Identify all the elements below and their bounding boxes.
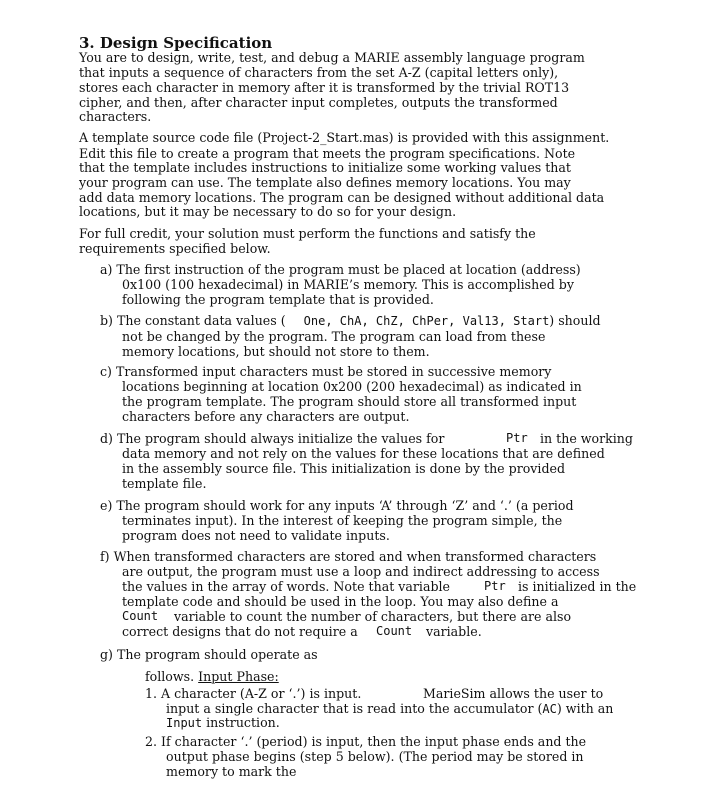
credit-line-1: For full credit, your solution must perform the functions and satisfy the bbox=[79, 226, 536, 241]
req-d-line-4: template file. bbox=[122, 476, 207, 491]
req-a-line-2: 0x100 (100 hexadecimal) in MARIE’s memory. This is accomplished by bbox=[122, 277, 574, 292]
req-f-line-3-post: is initialized in the bbox=[518, 579, 637, 594]
req-d-line-1-post: in the working bbox=[540, 431, 633, 446]
step-1-line-1-pre: 1. A character (A-Z or ‘.’) is input. bbox=[145, 686, 362, 701]
req-b-line-3: memory locations, but should not store to them. bbox=[122, 344, 430, 359]
req-c-line-1: c) Transformed input characters must be stored in successive memory bbox=[100, 364, 552, 379]
req-b-line-2: not be changed by the program. The program can load from these bbox=[122, 329, 546, 344]
req-f-line-2: are output, the program must use a loop and indirect addressing to access bbox=[122, 564, 600, 579]
step-1-ac-code: AC bbox=[542, 702, 557, 716]
req-b-line-1 bbox=[100, 313, 601, 329]
step-1-line-3 bbox=[166, 715, 280, 731]
req-c-line-3: the program template. The program should store all transformed input bbox=[122, 394, 577, 409]
template-line-2: Edit this file to create a program that meets the program specifications. Note bbox=[79, 146, 576, 161]
req-d-line-2: data memory and not rely on the values for these locations that are defined bbox=[122, 446, 605, 461]
req-d-ptr-code: Ptr bbox=[506, 431, 528, 445]
template-line-4: your program can use. The template also defines memory locations. You may bbox=[79, 175, 571, 190]
req-f-line-5-post: variable to count the number of characters, but there are also bbox=[174, 609, 572, 624]
section-title: 3. Design Specification bbox=[79, 34, 273, 52]
req-e-line-3: program does not need to validate inputs. bbox=[122, 528, 390, 543]
req-f-count-code: Count bbox=[122, 609, 159, 623]
step-1-line-3-post: instruction. bbox=[206, 715, 280, 730]
intro-line-5: characters. bbox=[79, 109, 152, 124]
req-b-line-1-post: ) should bbox=[549, 313, 601, 328]
req-f-line-1: f) When transformed characters are stored and when transformed characters bbox=[100, 549, 597, 564]
req-f-line-3-pre: the values in the array of words. Note that variable bbox=[122, 579, 450, 594]
req-g-follows: follows. bbox=[145, 669, 195, 684]
input-phase-heading: Input Phase: bbox=[198, 669, 279, 684]
step-1-line-2-pre: input a single character that is read into the accumulator ( bbox=[166, 701, 543, 716]
req-f-ptr-code: Ptr bbox=[484, 579, 506, 593]
intro-line-4: cipher, and then, after character input completes, outputs the transformed bbox=[79, 95, 558, 110]
intro-line-1: You are to design, write, test, and debug a MARIE assembly language program bbox=[79, 50, 585, 65]
req-d-line-1-pre: d) The program should always initialize the values for bbox=[100, 431, 445, 446]
template-line-5: add data memory locations. The program can be designed without additional data bbox=[79, 190, 605, 205]
credit-line-2: requirements specified below. bbox=[79, 241, 271, 256]
req-c-line-2: locations beginning at location 0x200 (200 hexadecimal) as indicated in bbox=[122, 379, 582, 394]
template-line-6: locations, but it may be necessary to do so for your design. bbox=[79, 204, 457, 219]
template-line-3: that the template includes instructions to initialize some working values that bbox=[79, 160, 571, 175]
req-g-line-1: g) The program should operate as bbox=[100, 647, 318, 662]
step-1-input-code: Input bbox=[166, 716, 203, 730]
step-1-line-2-post: ) with an bbox=[556, 701, 614, 716]
req-f-count-code-2: Count bbox=[376, 624, 413, 638]
template-line-1: A template source code file (Project-2_Start.mas) is provided with this assignment. bbox=[79, 130, 610, 145]
req-d-line-3: in the assembly source file. This initialization is done by the provided bbox=[122, 461, 566, 476]
step-2-line-3: memory to mark the bbox=[166, 764, 297, 779]
req-e-line-1: e) The program should work for any inputs ‘A’ through ‘Z’ and ‘.’ (a period bbox=[100, 498, 574, 513]
req-e-line-2: terminates input). In the interest of keeping the program simple, the bbox=[122, 513, 563, 528]
req-b-line-1-pre: b) The constant data values ( bbox=[100, 313, 286, 328]
intro-line-2: that inputs a sequence of characters from the set A-Z (capital letters only), bbox=[79, 65, 559, 80]
req-f-line-4: template code and should be used in the loop. You may also define a bbox=[122, 594, 559, 609]
req-a-line-3: following the program template that is provided. bbox=[122, 292, 434, 307]
intro-line-3: stores each character in memory after it is transformed by the trivial ROT13 bbox=[79, 80, 570, 95]
req-b-constants-code: One, ChA, ChZ, ChPer, Val13, Start bbox=[303, 314, 550, 328]
step-2-line-2: output phase begins (step 5 below). (The period may be stored in bbox=[166, 749, 584, 764]
req-a-line-1: a) The first instruction of the program must be placed at location (address) bbox=[100, 262, 581, 277]
req-f-line-6-pre: correct designs that do not require a bbox=[122, 624, 358, 639]
req-g-line-2 bbox=[145, 669, 279, 684]
req-f-line-6-post: variable. bbox=[426, 624, 482, 639]
step-1-line-1-post: MarieSim allows the user to bbox=[423, 686, 604, 701]
step-2-line-1: 2. If character ‘.’ (period) is input, then the input phase ends and the bbox=[145, 734, 587, 749]
req-c-line-4: characters before any characters are output. bbox=[122, 409, 410, 424]
